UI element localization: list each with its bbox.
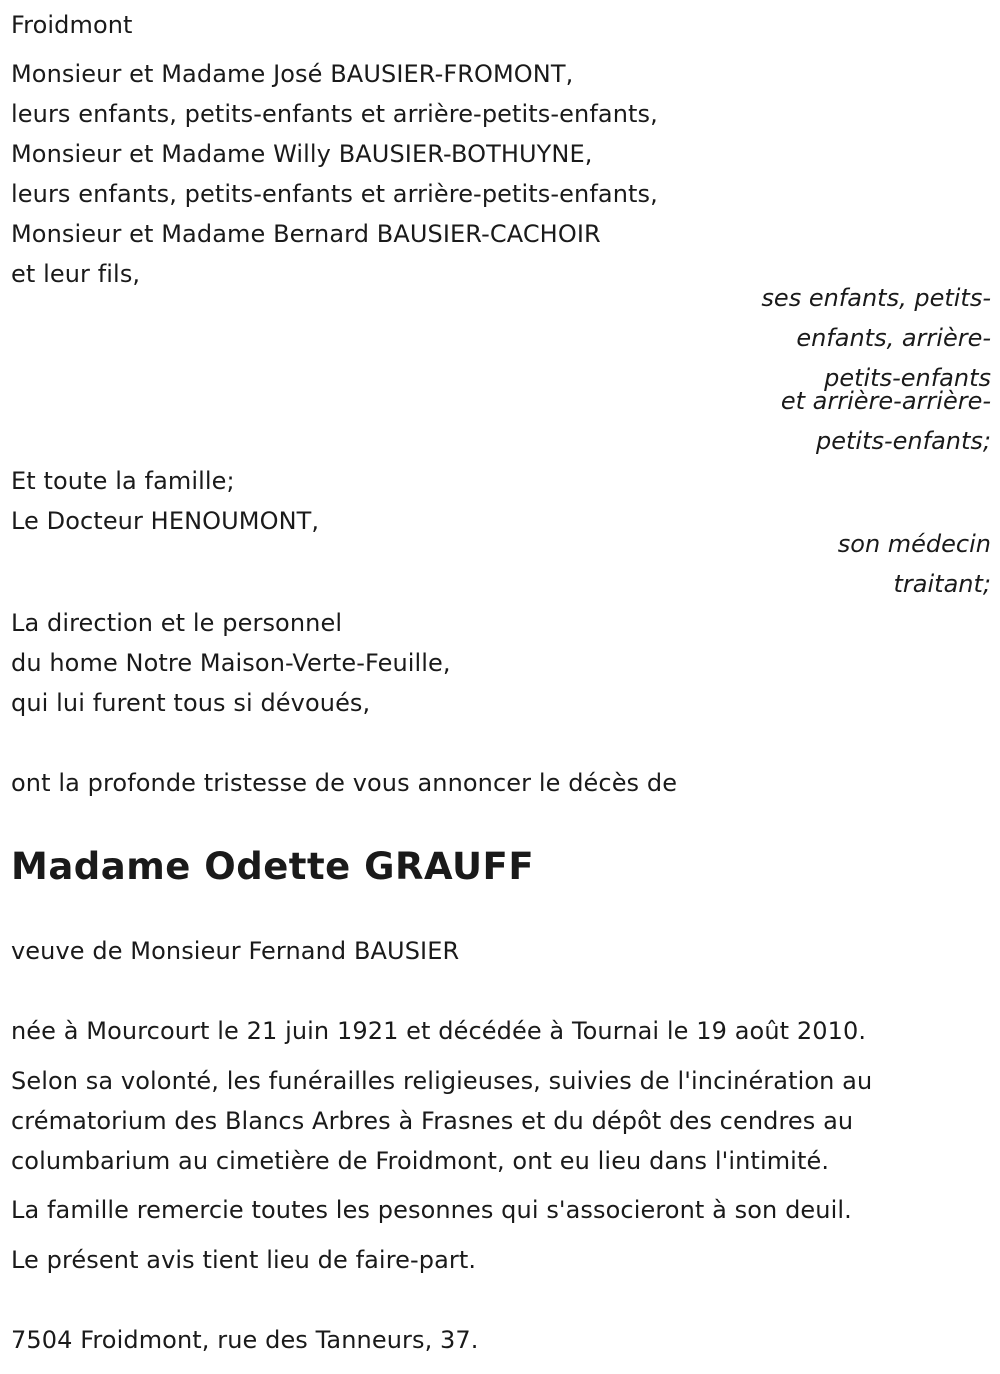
family-line: leurs enfants, petits-enfants et arrière-petits-enfants, <box>11 100 658 128</box>
family-line: Monsieur et Madame José BAUSIER-FROMONT, <box>11 60 574 88</box>
doctor-name: Le Docteur HENOUMONT, <box>11 507 320 535</box>
home-staff-line: La direction et le personnel <box>11 609 343 637</box>
family-role-line: ses enfants, petits- <box>761 284 991 312</box>
notice-line: Le présent avis tient lieu de faire-part. <box>11 1246 477 1274</box>
family-role-line: petits-enfants; <box>816 427 991 455</box>
family-role-line: enfants, arrière- <box>796 324 991 352</box>
family-line: Monsieur et Madame Willy BAUSIER-BOTHUYNE, <box>11 140 593 168</box>
thanks-line: La famille remercie toutes les pesonnes qui s'associeront à son deuil. <box>11 1196 852 1224</box>
birth-death-line: née à Mourcourt le 21 juin 1921 et décédée à Tournai le 19 août 2010. <box>11 1017 867 1045</box>
funeral-line: Selon sa volonté, les funérailles religieuses, suivies de l'incinération au <box>11 1067 873 1095</box>
family-line: Monsieur et Madame Bernard BAUSIER-CACHOIR <box>11 220 601 248</box>
home-staff-line: du home Notre Maison-Verte-Feuille, <box>11 649 451 677</box>
family-line: et leur fils, <box>11 260 141 288</box>
extended-family-line: Et toute la famille; <box>11 467 235 495</box>
doctor-role-line: traitant; <box>893 570 991 598</box>
deceased-name: Madame Odette GRAUFF <box>11 845 535 888</box>
address-line: 7504 Froidmont, rue des Tanneurs, 37. <box>11 1326 479 1354</box>
announcement-line: ont la profonde tristesse de vous annoncer le décès de <box>11 769 678 797</box>
family-role-line: petits-enfants <box>824 364 991 392</box>
funeral-line: columbarium au cimetière de Froidmont, ont eu lieu dans l'intimité. <box>11 1147 830 1175</box>
family-line: leurs enfants, petits-enfants et arrière-petits-enfants, <box>11 180 658 208</box>
doctor-role-line: son médecin <box>837 530 991 558</box>
funeral-line: crématorium des Blancs Arbres à Frasnes et du dépôt des cendres au <box>11 1107 854 1135</box>
widow-of-line: veuve de Monsieur Fernand BAUSIER <box>11 937 460 965</box>
family-role-line: et arrière-arrière- <box>780 387 991 415</box>
place-header: Froidmont <box>11 11 133 39</box>
home-staff-line: qui lui furent tous si dévoués, <box>11 689 371 717</box>
